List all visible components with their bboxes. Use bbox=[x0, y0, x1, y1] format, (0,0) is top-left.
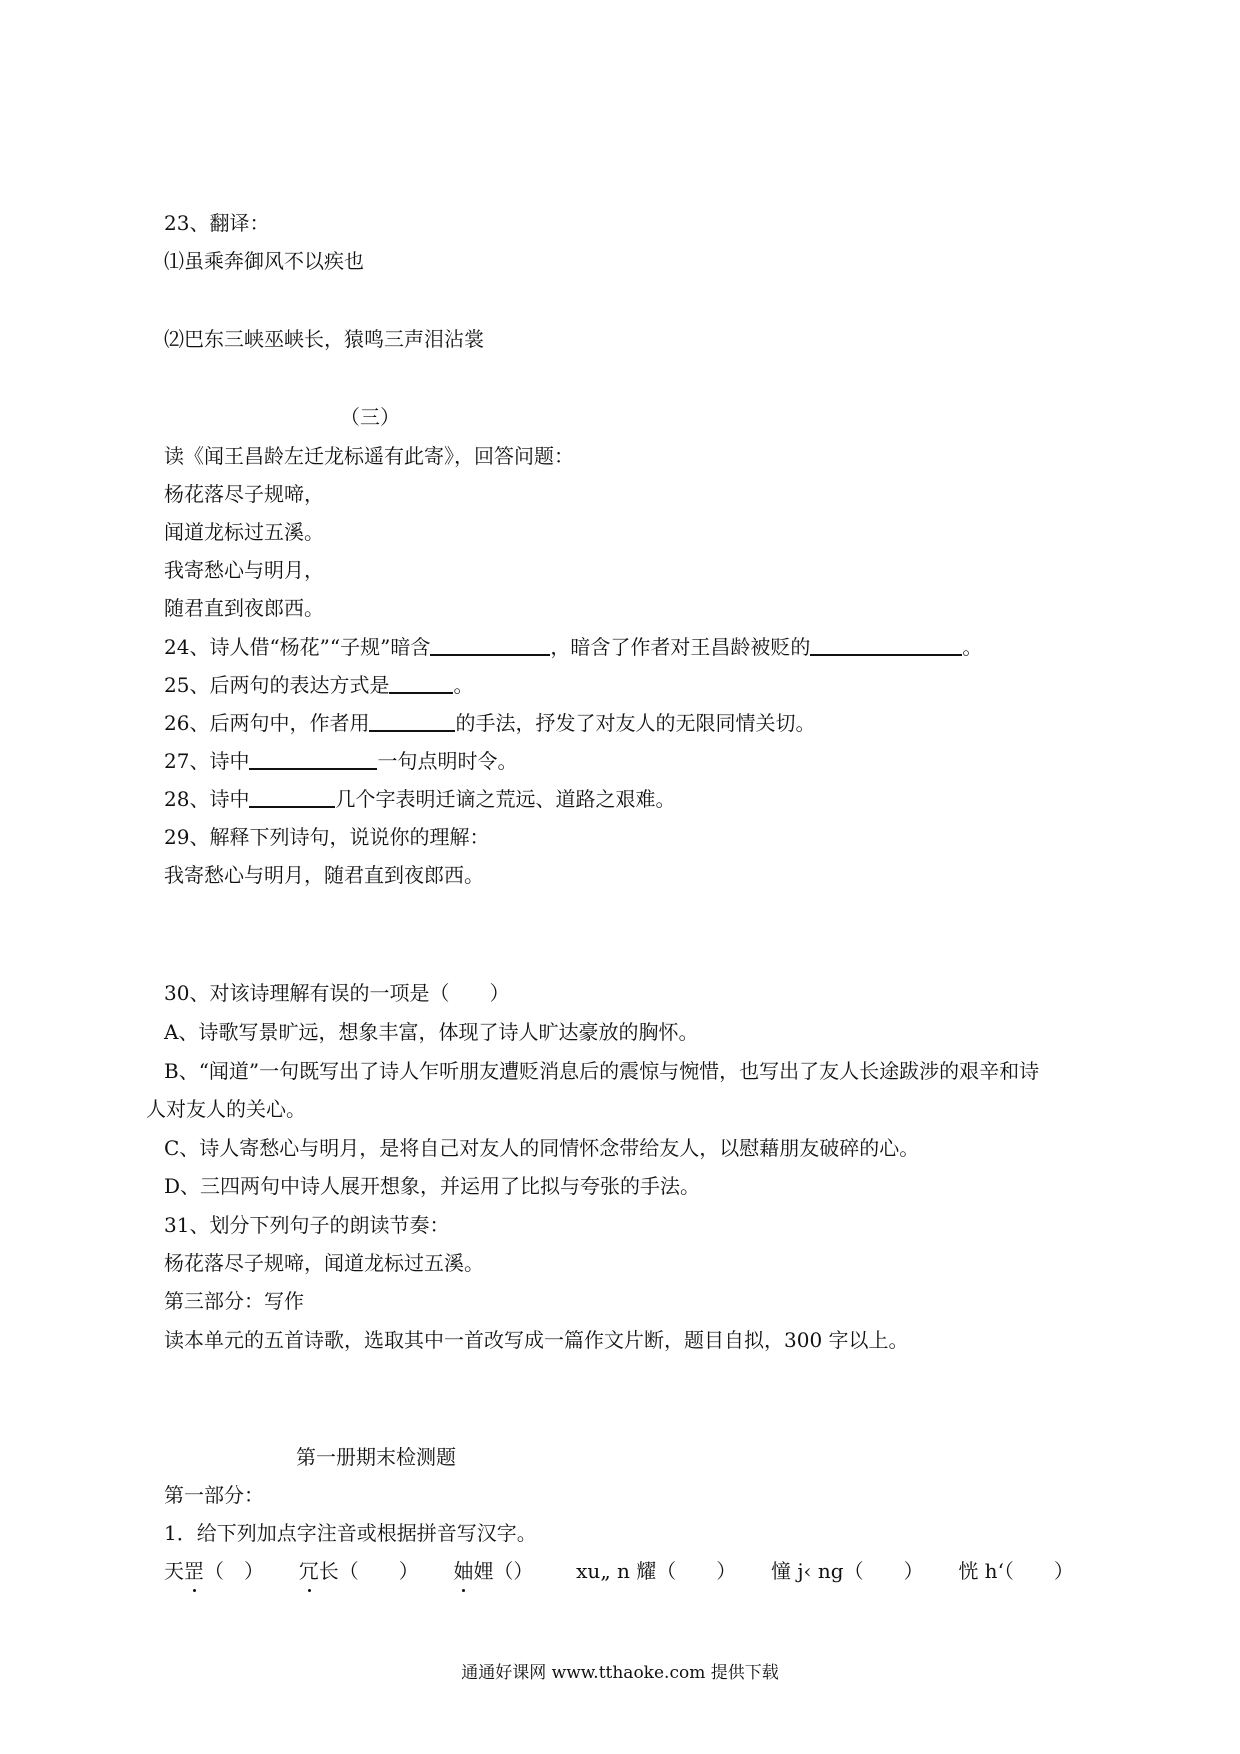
q30-option-d: D、三四两句中诗人展开想象，并运用了比拟与夸张的手法。 bbox=[164, 1174, 701, 1198]
exam-part1: 第一部分： bbox=[164, 1483, 264, 1507]
poem-line: 随君直到夜郎西。 bbox=[164, 596, 324, 620]
q26-text-b: 的手法，抒发了对友人的无限同情关切。 bbox=[455, 711, 816, 735]
q25-text-a: 25、后两句的表达方式是 bbox=[164, 673, 390, 697]
part3-task: 读本单元的五首诗歌，选取其中一首改写成一篇作文片断，题目自拟，300 字以上。 bbox=[164, 1328, 909, 1352]
q25-blank[interactable] bbox=[389, 672, 453, 694]
q30-option-c: C、诗人寄愁心与明月，是将自己对友人的同情怀念带给友人，以慰藉朋友破碎的心。 bbox=[164, 1136, 920, 1160]
q26 bbox=[164, 710, 815, 736]
q24-text-c: 。 bbox=[962, 635, 983, 659]
q30-option-b: B、“闻道”一句既写出了诗人乍听朋友遭贬消息后的震惊与惋惜，也写出了友人长途跋涉的艰辛和诗 bbox=[164, 1059, 1040, 1083]
pinyin-item: 憧 j‹ ng（ ） bbox=[771, 1559, 924, 1583]
q31-title: 31、划分下列句子的朗读节奏： bbox=[164, 1213, 450, 1237]
pinyin-item: 冗长（ ） bbox=[298, 1559, 419, 1583]
exam-title: 第一册期末检测题 bbox=[296, 1445, 456, 1469]
pinyin-item: 天罡（ ） bbox=[164, 1559, 264, 1583]
q25 bbox=[164, 672, 473, 698]
pinyin-item: 妯娌（） bbox=[453, 1559, 534, 1583]
poem-line: 闻道龙标过五溪。 bbox=[164, 520, 324, 544]
q24-text-a: 24、诗人借“杨花”“子规”暗含 bbox=[164, 635, 431, 659]
q31-line: 杨花落尽子规啼，闻道龙标过五溪。 bbox=[164, 1251, 484, 1275]
q25-text-b: 。 bbox=[453, 673, 474, 697]
pinyin-item: xu„ n 耀（ ） bbox=[576, 1559, 737, 1583]
q24-text-b: ，暗含了作者对王昌龄被贬的 bbox=[550, 635, 811, 659]
q28-text-a: 28、诗中 bbox=[164, 787, 250, 811]
q23-item-1: ⑴虽乘奔御风不以疾也 bbox=[164, 249, 364, 273]
section-heading: （三） bbox=[340, 405, 400, 429]
q26-blank[interactable] bbox=[369, 710, 455, 732]
q26-text-a: 26、后两句中，作者用 bbox=[164, 711, 370, 735]
q29-line: 我寄愁心与明月，随君直到夜郎西。 bbox=[164, 863, 484, 887]
q28-text-b: 几个字表明迁谪之荒远、道路之艰难。 bbox=[335, 787, 676, 811]
poem-line: 我寄愁心与明月， bbox=[164, 558, 324, 582]
q23-item-2: ⑵巴东三峡巫峡长，猿鸣三声泪沾裳 bbox=[164, 327, 484, 351]
pinyin-items-row bbox=[164, 1558, 1074, 1584]
pinyin-item: 恍 h‘（ ） bbox=[958, 1559, 1074, 1583]
q30-option-a: A、诗歌写景旷远，想象丰富，体现了诗人旷达豪放的胸怀。 bbox=[164, 1020, 699, 1044]
q27-text-b: 一句点明时令。 bbox=[377, 749, 518, 773]
q28-blank[interactable] bbox=[249, 786, 335, 808]
q24 bbox=[164, 634, 982, 660]
q27-text-a: 27、诗中 bbox=[164, 749, 250, 773]
q30-option-b-cont: 人对友人的关心。 bbox=[146, 1097, 306, 1121]
q28 bbox=[164, 786, 675, 812]
q23-title: 23、翻译： bbox=[164, 211, 270, 235]
poem-line: 杨花落尽子规啼， bbox=[164, 482, 324, 506]
q24-blank-1[interactable] bbox=[430, 634, 550, 656]
section-instruction: 读《闻王昌龄左迁龙标遥有此寄》，回答问题： bbox=[164, 444, 574, 468]
q30-title: 30、对该诗理解有误的一项是（ ） bbox=[164, 981, 510, 1005]
exam-q1: 1．给下列加点字注音或根据拼音写汉字。 bbox=[164, 1521, 537, 1545]
q24-blank-2[interactable] bbox=[810, 634, 962, 656]
q27 bbox=[164, 748, 517, 774]
part3-title: 第三部分：写作 bbox=[164, 1289, 304, 1313]
q27-blank[interactable] bbox=[249, 748, 377, 770]
q29-title: 29、解释下列诗句，说说你的理解： bbox=[164, 825, 490, 849]
footer-credit: 通通好课网 www.tthaoke.com 提供下载 bbox=[461, 1663, 779, 1683]
